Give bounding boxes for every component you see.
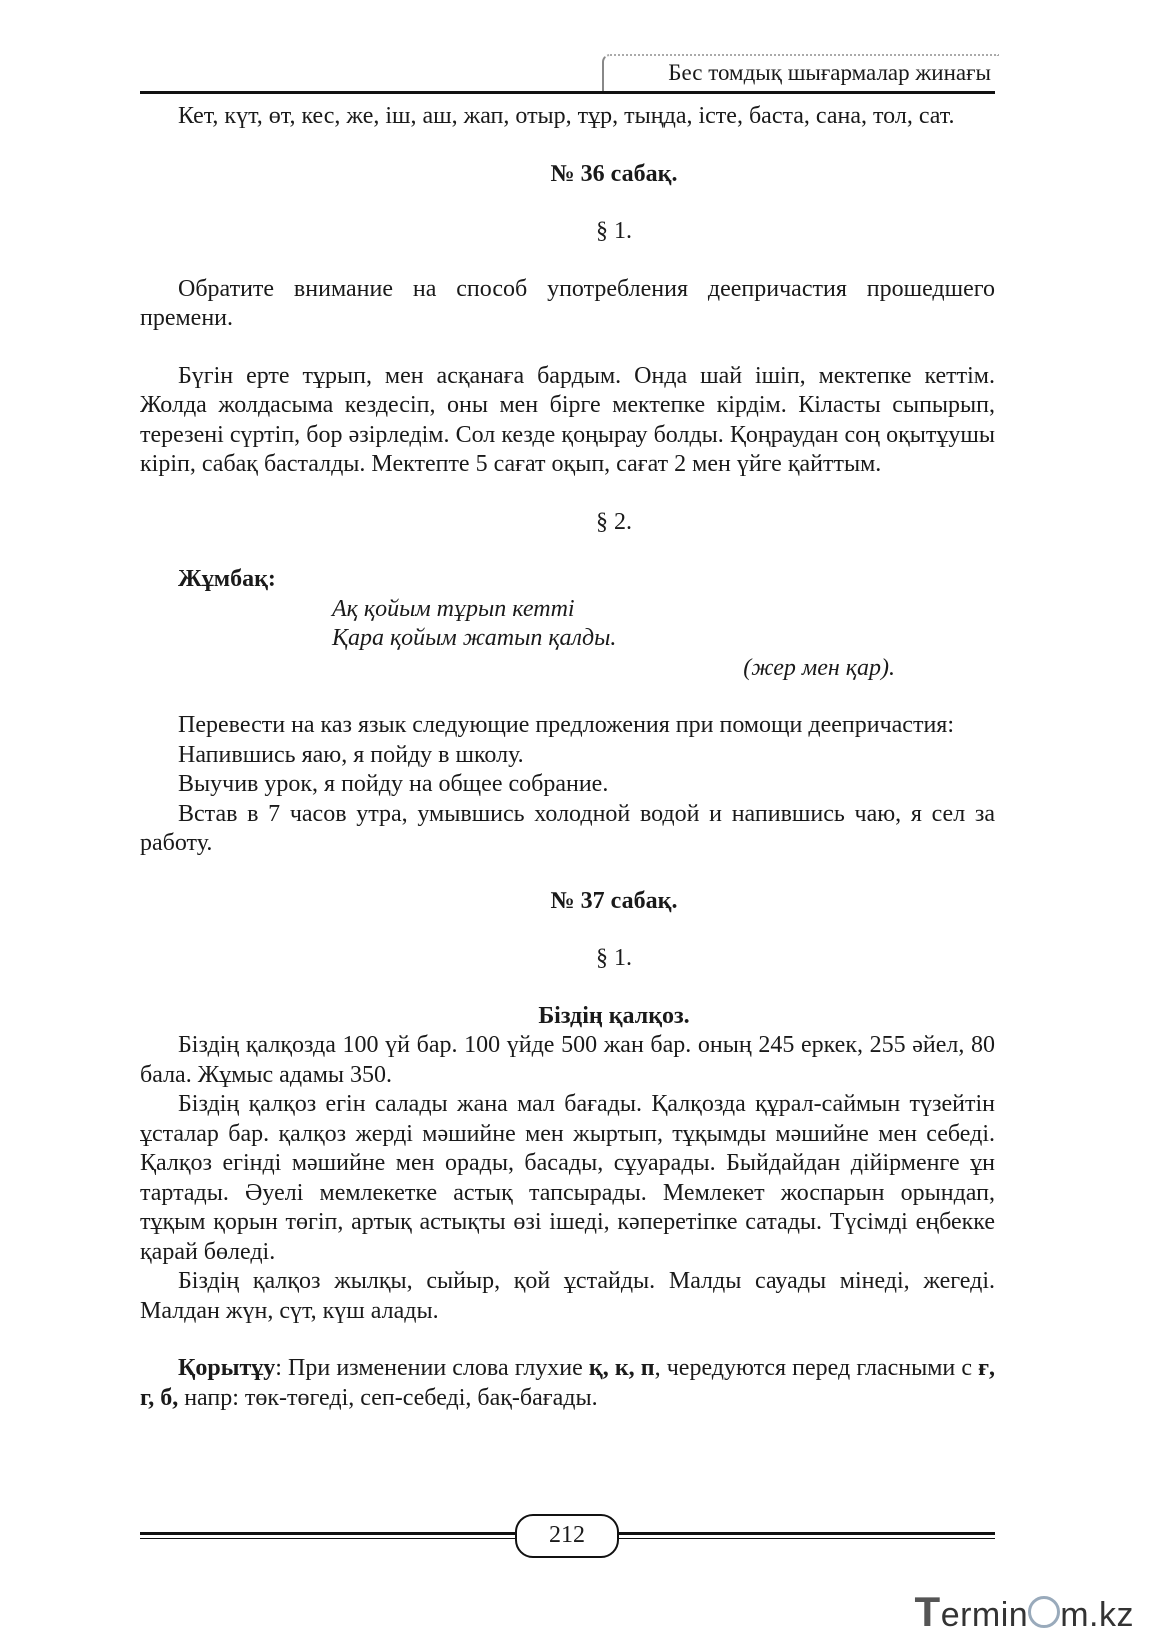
sentence-1: Напившись яаю, я пойду в школу.	[178, 741, 524, 768]
intro-words: Кет, күт, өт, кес, же, іш, аш, жап, отыр, тұр, тыңда, істе, баста, сана, тол, сат.	[178, 103, 955, 129]
page-footer	[140, 1514, 995, 1554]
riddle-line-1: Ақ қойым тұрып кетті	[332, 595, 575, 622]
translation-task: Перевести на каз язык следующие предложения при помощи деепричастия:	[178, 712, 954, 738]
riddle-label: Жұмбақ:	[178, 566, 276, 592]
lesson-37-subtitle: Біздің қалқоз.	[538, 1002, 690, 1029]
watermark-logo: Termin m.kz	[914, 1588, 1134, 1635]
header-rule	[140, 91, 995, 94]
lesson-37-para-2: Біздің қалқоз егін салады жана мал бағады. Қалқозда құрал-саймын түзейтін ұсталар бар. қалқоз жерді мәшийне мен жыртып, тұқымды мәшийне мен себеді. Қалқоз егінді мәшийне мен орады, басады, сұуарады. Быйдайдан дійірменге ұн тартады. Әуелі мемлекетке астық тапсырады. Мемлекет жоспарын орындап, тұқым қорын төгіп, артық астықты өзі ішеді, кәперетіпке сатады. Түсімді еңбекке қарай бөледі.	[140, 1091, 995, 1265]
lesson-36-text: Бүгін ерте тұрып, мен асқанаға бардым. Онда шай ішіп, мектепке кеттім. Жолда жолдасыма кездесіп, оны мен бірге мектепке кірдім. Кіласты сыпырып, терезені сүртіп, бор әзірледім. Сол кезде қоңырау болды. Қоңраудан соң оқытұушы кіріп, сабақ басталды. Мектепте 5 сағат оқып, сағат 2 мен үйге қайттым.	[140, 362, 995, 477]
summary-text-3: напр: төк-төгеді, сеп-себеді, бақ-бағады.	[178, 1384, 598, 1411]
summary-label: Қорытұу	[178, 1355, 276, 1381]
lesson-37-section-1: § 1.	[596, 945, 632, 971]
summary-bold-1: қ, к, п	[588, 1355, 655, 1381]
lesson-36-section-2: § 2.	[596, 508, 632, 535]
running-header	[140, 52, 995, 96]
lesson-37-para-3: Біздің қалқоз жылқы, сыйыр, қой ұстайды. Малды сауады мінеді, жегеді. Малдан жүн, сүт, күш алады.	[140, 1268, 995, 1324]
page-number: 212	[515, 1514, 619, 1558]
lesson-36-heading: № 36 сабақ.	[550, 160, 678, 187]
riddle-answer: (жер мен қар).	[743, 654, 895, 681]
sentence-2: Выучив урок, я пойду на общее собрание.	[178, 771, 609, 797]
summary-text-2: , чередуются перед гласными с	[654, 1355, 979, 1381]
summary-paragraph	[140, 1354, 995, 1413]
lesson-37-para-1: Біздің қалқозда 100 үй бар. 100 үйде 500 жан бар. оның 245 еркек, 255 әйел, 80 бала. Жұмыс адамы 350.	[140, 1032, 995, 1088]
magnifier-icon	[1028, 1596, 1060, 1628]
lesson-36-section-1: § 1.	[596, 218, 632, 244]
page-body	[140, 102, 995, 1413]
summary-bold-2: ғ, г, б,	[140, 1355, 995, 1411]
book-title: Бес томдық шығармалар жинағы	[668, 60, 991, 85]
summary-text-1: : При изменении слова глухие	[275, 1355, 589, 1381]
lesson-37-heading: № 37 сабақ.	[550, 887, 678, 914]
riddle-line-2: Қара қойым жатып қалды.	[332, 625, 617, 651]
lesson-36-instruction: Обратите внимание на способ употребления деепричастия прошедшего премени.	[140, 275, 995, 331]
sentence-3: Встав в 7 часов утра, умывшись холодной водой и напившись чаю, я сел за работу.	[140, 800, 995, 856]
